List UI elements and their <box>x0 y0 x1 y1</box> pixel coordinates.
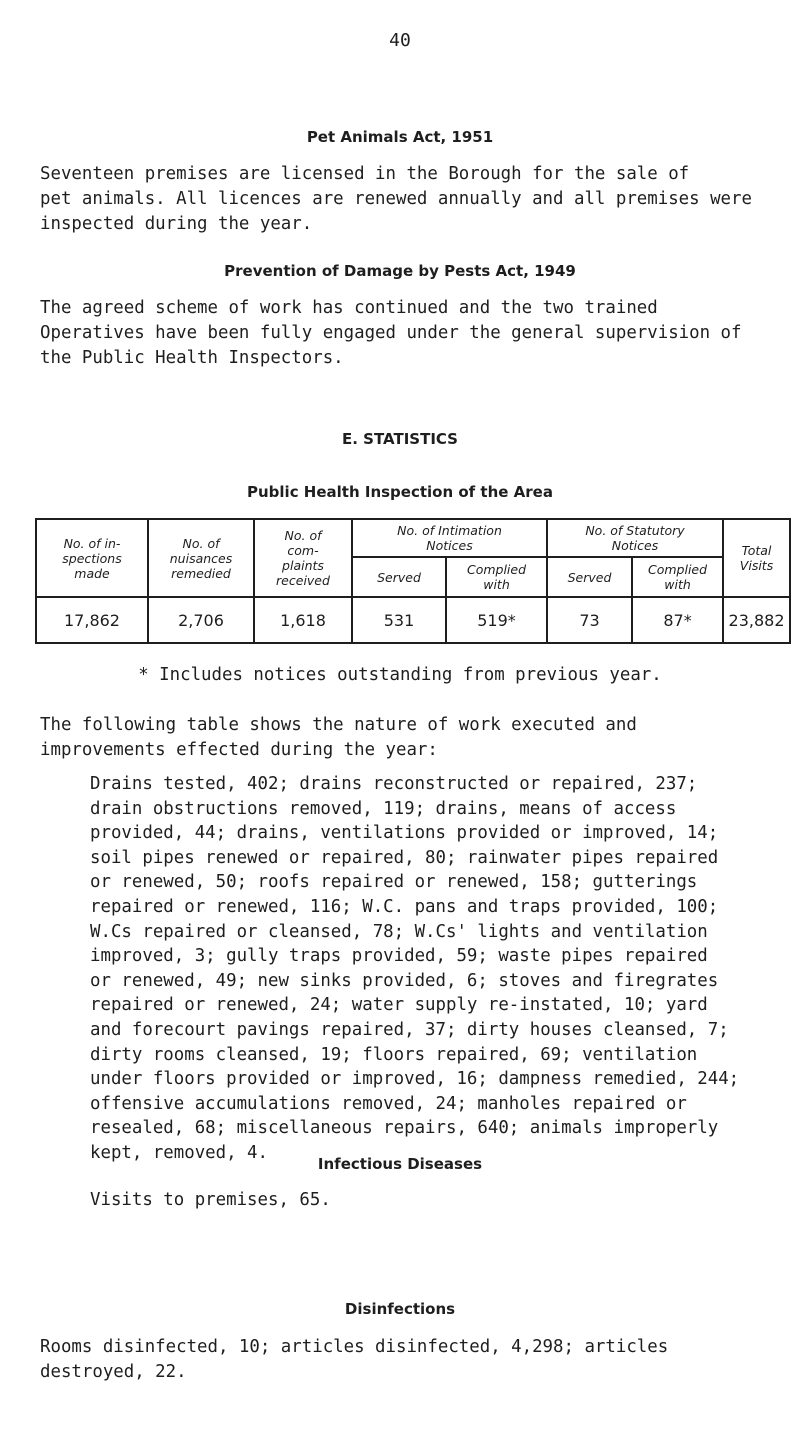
header-complaints: No. of com- plaints received <box>254 519 352 597</box>
infectious-diseases-heading: Infectious Diseases <box>317 1155 483 1173</box>
header-statutory-notices: No. of Statutory Notices <box>547 519 723 557</box>
pests-act-paragraph: The agreed scheme of work has continued and the two trained Operatives have been fully engaged under the general supervision of the Public Health Inspectors. <box>40 298 742 368</box>
header-intimation-complied: Complied with <box>446 557 547 597</box>
header-statutory-served: Served <box>547 557 632 597</box>
statistics-subheading: Public Health Inspection of the Area <box>247 483 553 501</box>
works-intro-paragraph: The following table shows the nature of work executed and improvements effected during the year: <box>40 715 637 760</box>
cell-inspections: 17,862 <box>36 597 148 643</box>
table-row <box>36 597 790 643</box>
cell-nuisances: 2,706 <box>148 597 254 643</box>
table-footnote: * Includes notices outstanding from previous year. <box>138 665 662 685</box>
disinfections-heading: Disinfections <box>344 1300 456 1318</box>
cell-statutory-complied: 87* <box>632 597 723 643</box>
works-detail-paragraph: Drains tested, 402; drains reconstructed or repaired, 237; drain obstructions removed, 119; drains, means of access provided, 44; drains, ventilations provided or improved, 14; soil pipes renewed or repaired, 80; rainwater pipes repaired or renewed, 50; roofs repaired or renewed, 158; gutterings repaired or renewed, 116; W.C. pans and traps provided, 100; W.Cs repaired or cleansed, 78; W.Cs' lights and ventilation improved, 3; gully traps provided, 59; waste pipes repaired or renewed, 49; new sinks provided, 6; stoves and firegrates repaired or renewed, 24; water supply re-instated, 10; yard and forecourt pavings repaired, 37; dirty houses cleansed, 7; dirty rooms cleansed, 19; floors repaired, 69; ventilation under floors provided or improved, 16; dampness remedied, 244; offensive accumulations removed, 24; manholes repaired or resealed, 68; miscellaneous repairs, 640; animals improperly kept, removed, 4. <box>90 774 740 1163</box>
inspection-statistics-table <box>35 518 791 644</box>
cell-intimation-served: 531 <box>352 597 446 643</box>
cell-total-visits: 23,882 <box>723 597 790 643</box>
page-number: 40 <box>389 30 411 51</box>
cell-complaints: 1,618 <box>254 597 352 643</box>
header-intimation-served: Served <box>352 557 446 597</box>
infectious-diseases-paragraph: Visits to premises, 65. <box>90 1190 331 1210</box>
header-total-visits: Total Visits <box>723 519 790 597</box>
statistics-heading: E. STATISTICS <box>341 430 458 448</box>
cell-intimation-complied: 519* <box>446 597 547 643</box>
disinfections-paragraph: Rooms disinfected, 10; articles disinfected, 4,298; articles destroyed, 22. <box>40 1337 669 1382</box>
header-inspections: No. of in- spections made <box>36 519 148 597</box>
pet-animals-paragraph: Seventeen premises are licensed in the Borough for the sale of pet animals. All licences are renewed annually and all premises were inspected during the year. <box>40 164 752 234</box>
header-nuisances: No. of nuisances remedied <box>148 519 254 597</box>
header-intimation-notices: No. of Intimation Notices <box>352 519 547 557</box>
header-statutory-complied: Complied with <box>632 557 723 597</box>
cell-statutory-served: 73 <box>547 597 632 643</box>
pests-act-heading: Prevention of Damage by Pests Act, 1949 <box>224 262 576 280</box>
pet-animals-heading: Pet Animals Act, 1951 <box>306 128 494 146</box>
